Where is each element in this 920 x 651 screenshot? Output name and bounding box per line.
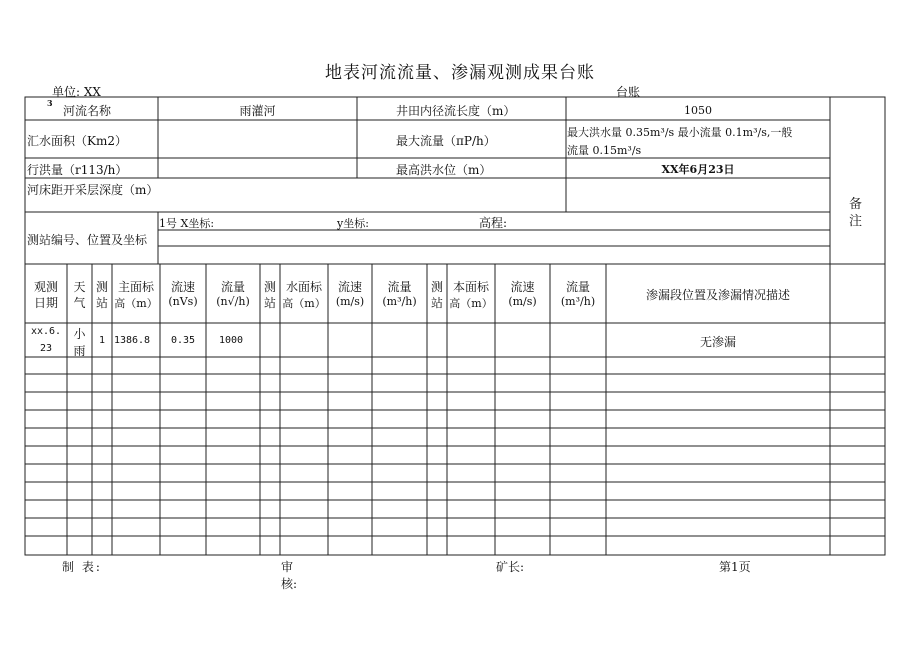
- col-leak-desc: 渗漏段位置及渗漏情况描述: [645, 288, 790, 302]
- row1-weather-1: 小: [73, 327, 86, 341]
- col-elev1-2: 高（m）: [114, 297, 158, 310]
- col-elev1-1: 主面标: [117, 280, 154, 294]
- max-flow-value-line1: 最大洪水量 0.35m³/s 最小流量 0.1m³/s,一般: [567, 126, 793, 139]
- col-flow1-1: 流量: [220, 280, 245, 294]
- footer-review-1: 审: [281, 560, 294, 574]
- max-flow-value-line2: 流量 0.15m³/s: [567, 144, 642, 157]
- col-elev2-2: 高（m）: [282, 297, 326, 310]
- col-flow2-2: (m³/h): [382, 295, 417, 308]
- station-label: 测站编号、位置及坐标: [27, 233, 148, 247]
- row1-leak-desc: 无渗漏: [699, 335, 736, 349]
- col-flow1-2: (n√/h): [216, 295, 250, 308]
- col-elev3-1: 本面标: [452, 280, 489, 294]
- col-elev3-2: 高（m）: [449, 297, 493, 310]
- y-coord-label: y坐标:: [337, 217, 369, 230]
- col-station2-1: 测: [263, 280, 276, 294]
- footer-mine-chief: 矿长:: [496, 560, 525, 574]
- col-speed3-1: 流速: [510, 280, 535, 294]
- well-length-label: 井田内径流长度（m）: [396, 104, 516, 118]
- col-speed2-1: 流速: [337, 280, 362, 294]
- row1-date-1: xx.6.: [30, 326, 62, 337]
- col-station1-1: 测: [95, 280, 108, 294]
- row1-weather-2: 雨: [73, 344, 86, 358]
- date-value: XX年6月23日: [661, 163, 735, 176]
- row1-speed: 0.35: [170, 335, 196, 346]
- river-name-label: 河流名称: [63, 104, 112, 118]
- unit-label: 单位: XX: [52, 85, 101, 99]
- col-station2-2: 站: [263, 296, 276, 310]
- river-name-value: 雨灌河: [239, 104, 276, 118]
- col-obs-date-2: 日期: [33, 296, 58, 310]
- row1-elevation: 1386.8: [113, 335, 151, 346]
- catchment-label: 汇水面积（Km2）: [27, 134, 127, 148]
- footer-page: 第1页: [719, 560, 751, 574]
- col-speed3-2: (m/s): [508, 295, 537, 308]
- col-station3-1: 测: [430, 280, 443, 294]
- well-length-value: 1050: [684, 104, 712, 117]
- row1-date-2: 23: [39, 343, 53, 354]
- ledger-label: 台账: [616, 85, 641, 99]
- col-station1-2: 站: [95, 296, 108, 310]
- max-flow-label: 最大流量（πP/h）: [396, 134, 496, 148]
- col-speed2-2: (m/s): [335, 295, 365, 308]
- remark-label-2: 注: [849, 214, 863, 229]
- col-flow3-1: 流量: [565, 280, 590, 294]
- footer-review-2: 核:: [281, 577, 298, 591]
- page-title: 地表河流流量、渗漏观测成果台账: [325, 63, 595, 83]
- col-flow2-1: 流量: [387, 280, 412, 294]
- elevation-label: 高程:: [479, 216, 508, 230]
- col-elev2-1: 水面标: [285, 280, 322, 294]
- col-speed1-1: 流速: [170, 280, 195, 294]
- row1-station: 1: [98, 335, 106, 346]
- footer-maker: 制 表:: [62, 560, 102, 574]
- col-weather-2: 气: [73, 296, 86, 310]
- row1-flow: 1000: [218, 335, 244, 346]
- x-coord-label: 1号 X坐标:: [159, 217, 215, 230]
- flood-flow-label: 行洪量（r113/h）: [27, 163, 128, 177]
- riverbed-depth-label: 河床距开采层深度（m）: [27, 183, 159, 197]
- corner-number: 3: [47, 98, 53, 108]
- col-flow3-2: (m³/h): [560, 295, 596, 308]
- max-flood-level-label: 最高洪水位（m）: [396, 163, 492, 177]
- remark-label-1: 备: [849, 197, 863, 212]
- col-obs-date-1: 观测: [33, 280, 58, 294]
- col-station3-2: 站: [430, 296, 443, 310]
- col-speed1-2: (nVs): [168, 295, 198, 308]
- col-weather-1: 天: [73, 280, 86, 294]
